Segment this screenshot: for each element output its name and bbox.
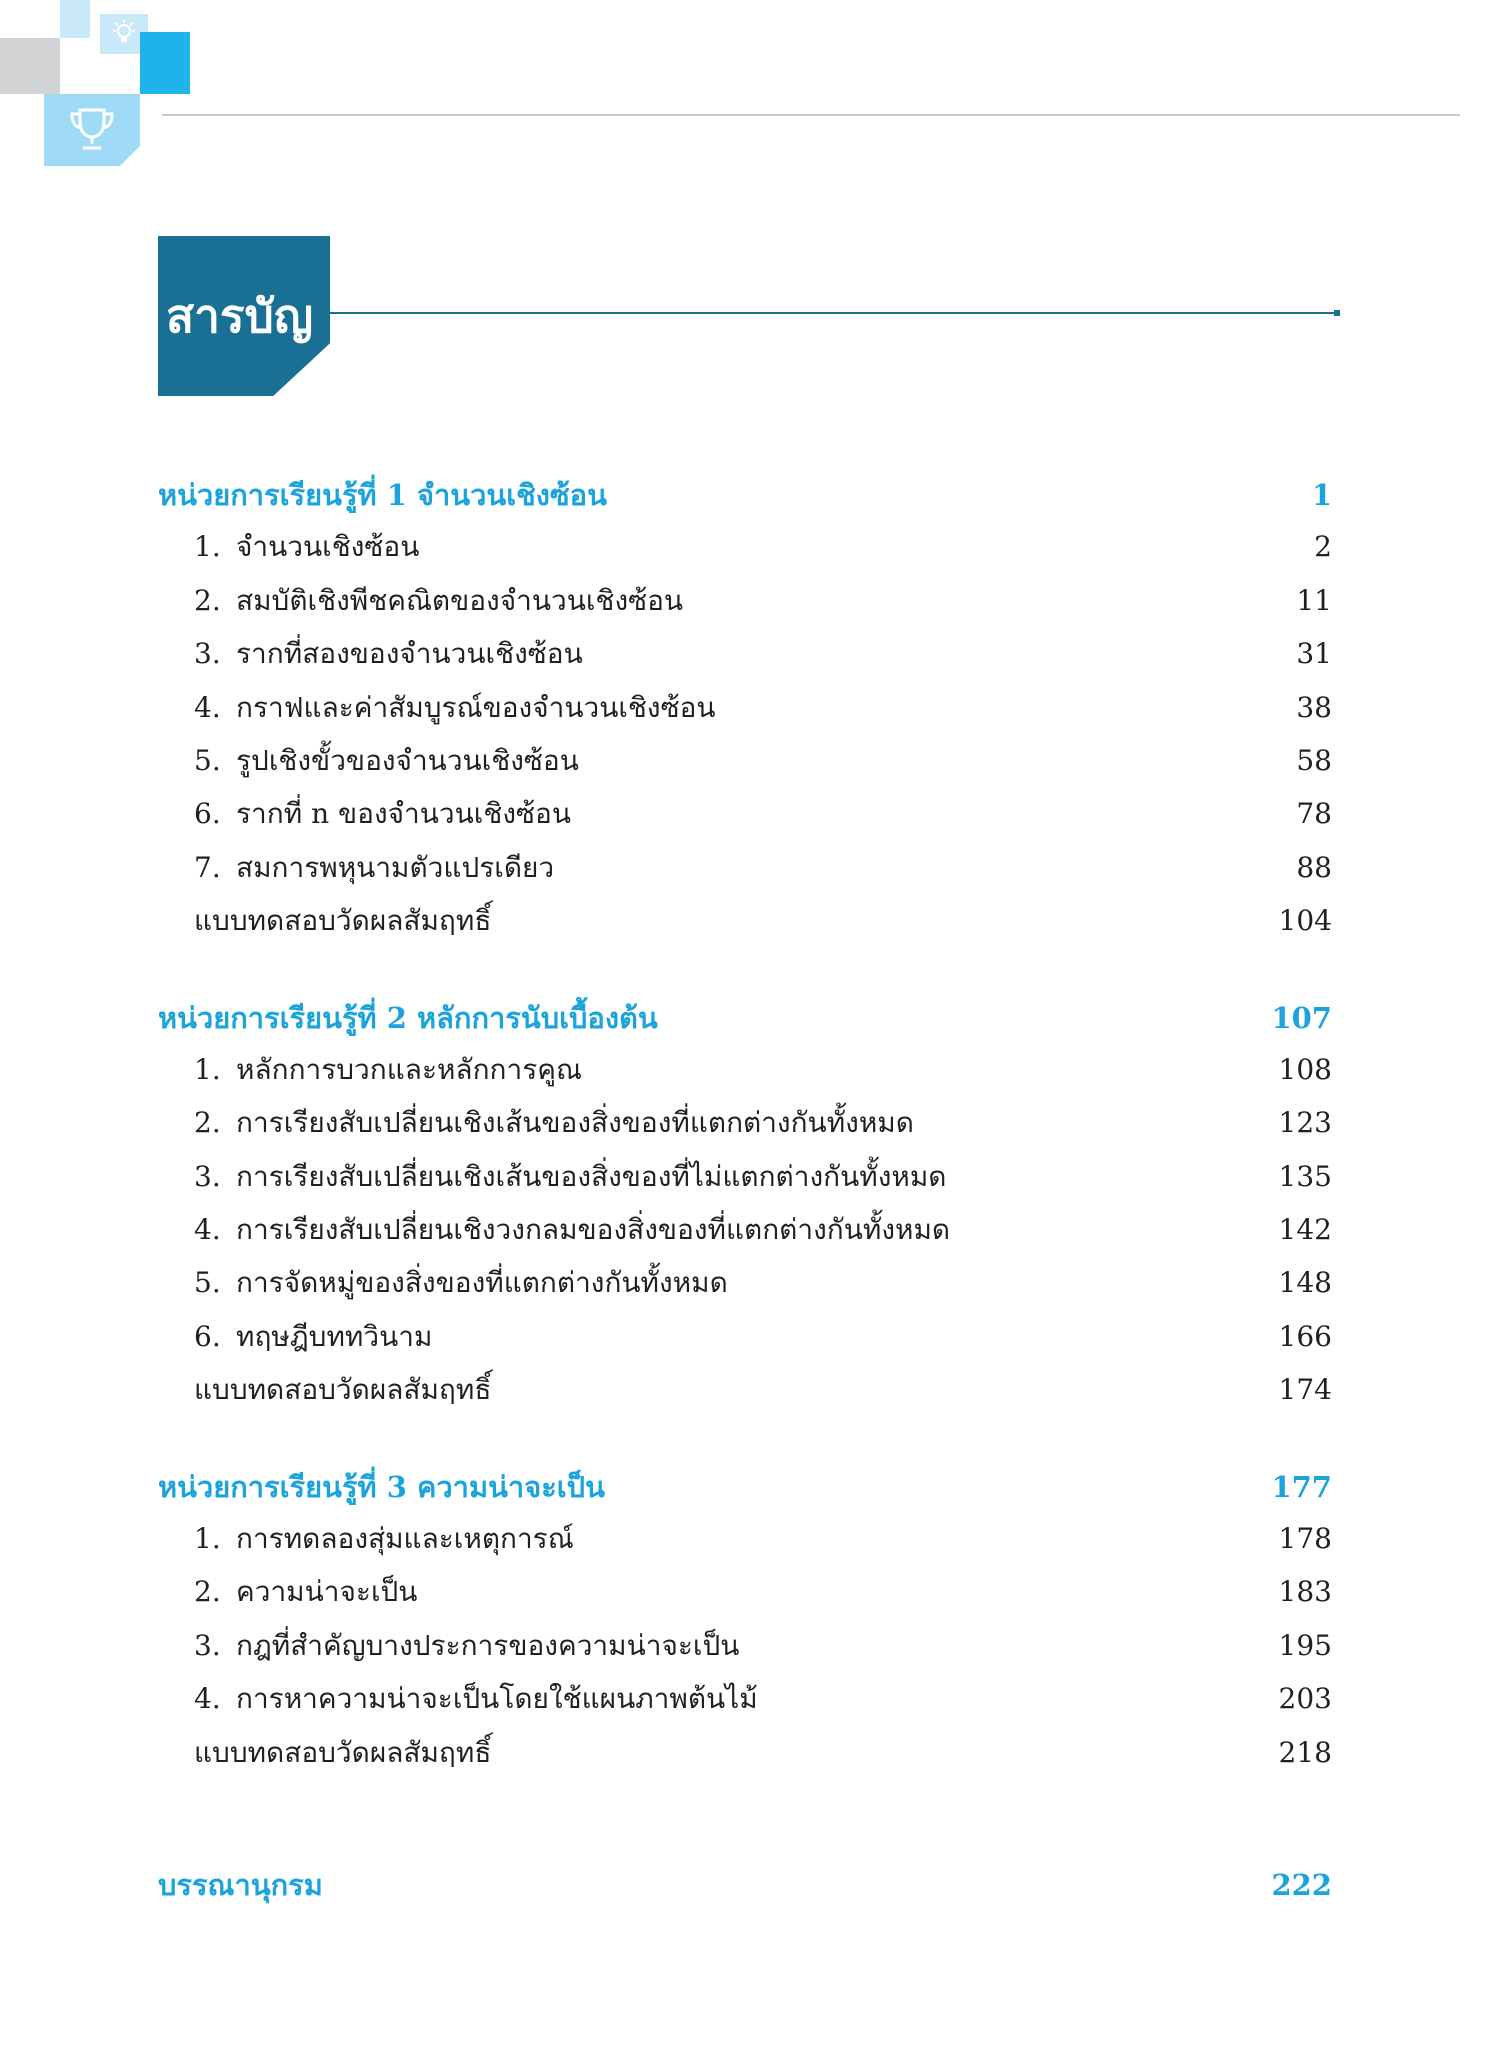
- title-rule-end-dot: [1334, 310, 1340, 316]
- toc-entry[interactable]: [158, 686, 1332, 739]
- test-label: แบบทดสอบวัดผลสัมฤทธิ์: [194, 1373, 492, 1407]
- trophy-icon: [66, 106, 118, 154]
- entry-number: 3.: [194, 637, 221, 671]
- entry-page: 203: [1278, 1682, 1332, 1716]
- entry-number: 1.: [194, 530, 221, 564]
- entry-page: 88: [1296, 850, 1332, 884]
- toc-entry[interactable]: [158, 1517, 1332, 1570]
- entry-label: ความน่าจะเป็น: [236, 1575, 418, 1609]
- bibliography-label: บรรณานุกรม: [158, 1868, 323, 1902]
- entry-number: 6.: [194, 797, 221, 831]
- entry-page: 195: [1278, 1628, 1332, 1662]
- test-page: 174: [1278, 1373, 1332, 1407]
- entry-label: กฎที่สำคัญบางประการของความน่าจะเป็น: [236, 1628, 740, 1662]
- header-rule: [162, 114, 1460, 116]
- entry-label: รากที่ n ของจำนวนเชิงซ้อน: [236, 797, 571, 831]
- entry-label: รากที่สองของจำนวนเชิงซ้อน: [236, 637, 583, 671]
- title-rule: [330, 312, 1338, 314]
- entry-number: 5.: [194, 743, 221, 777]
- entry-label: การเรียงสับเปลี่ยนเชิงวงกลมของสิ่งของที่แตกต่างกันทั้งหมด: [236, 1213, 951, 1247]
- toc-entry[interactable]: [158, 1208, 1332, 1261]
- entry-page: 123: [1278, 1106, 1332, 1140]
- toc-entry[interactable]: [158, 632, 1332, 685]
- toc-entry[interactable]: [158, 739, 1332, 792]
- toc-test-entry[interactable]: [158, 1368, 1332, 1421]
- header-decor-blue-square: [140, 32, 190, 94]
- entry-label: จำนวนเชิงซ้อน: [236, 530, 420, 564]
- table-of-contents: [158, 472, 1332, 1826]
- entry-number: 2.: [194, 583, 221, 617]
- entry-page: 38: [1296, 690, 1332, 724]
- entry-page: 11: [1296, 583, 1332, 617]
- entry-label: การเรียงสับเปลี่ยนเชิงเส้นของสิ่งของที่แตกต่างกันทั้งหมด: [236, 1106, 914, 1140]
- entry-number: 5.: [194, 1266, 221, 1300]
- entry-number: 1.: [194, 1522, 221, 1556]
- entry-label: สมการพหุนามตัวแปรเดียว: [236, 850, 555, 884]
- toc-entry[interactable]: [158, 792, 1332, 845]
- entry-number: 2.: [194, 1106, 221, 1140]
- toc-entry[interactable]: [158, 579, 1332, 632]
- unit-heading-label: หน่วยการเรียนรู้ที่ 3 ความน่าจะเป็น: [158, 1469, 605, 1504]
- unit-3-section: [158, 1464, 1332, 1784]
- test-label: แบบทดสอบวัดผลสัมฤทธิ์: [194, 1735, 492, 1769]
- entry-page: 183: [1278, 1575, 1332, 1609]
- toc-test-entry[interactable]: [158, 1731, 1332, 1784]
- unit-2-section: [158, 995, 1332, 1422]
- toc-entry[interactable]: [158, 1101, 1332, 1154]
- unit-2-heading-row[interactable]: [158, 995, 1332, 1048]
- header-decor-pale-square: [60, 0, 90, 38]
- unit-3-heading-row[interactable]: [158, 1464, 1332, 1517]
- bibliography-page: 222: [1271, 1868, 1332, 1902]
- entry-label: การเรียงสับเปลี่ยนเชิงเส้นของสิ่งของที่ไม่แตกต่างกันทั้งหมด: [236, 1159, 947, 1193]
- entry-number: 4.: [194, 690, 221, 724]
- entry-number: 1.: [194, 1052, 221, 1086]
- toc-entry[interactable]: [158, 525, 1332, 578]
- entry-number: 3.: [194, 1628, 221, 1662]
- toc-entry[interactable]: [158, 1677, 1332, 1730]
- entry-page: 31: [1296, 637, 1332, 671]
- header-decor-grey-square: [0, 38, 60, 94]
- toc-entry[interactable]: [158, 1048, 1332, 1101]
- entry-number: 3.: [194, 1159, 221, 1193]
- test-page: 104: [1278, 904, 1332, 938]
- entry-label: รูปเชิงขั้วของจำนวนเชิงซ้อน: [236, 743, 579, 777]
- entry-page: 166: [1278, 1319, 1332, 1353]
- entry-label: กราฟและค่าสัมบูรณ์ของจำนวนเชิงซ้อน: [236, 690, 716, 724]
- entry-page: 178: [1278, 1522, 1332, 1556]
- entry-label: ทฤษฎีบททวินาม: [236, 1319, 433, 1353]
- entry-page: 2: [1314, 530, 1332, 564]
- unit-heading-label: หน่วยการเรียนรู้ที่ 1 จำนวนเชิงซ้อน: [158, 478, 607, 512]
- toc-entry[interactable]: [158, 1315, 1332, 1368]
- entry-number: 2.: [194, 1575, 221, 1609]
- unit-1-heading-row[interactable]: [158, 472, 1332, 525]
- unit-heading-page: 177: [1271, 1469, 1332, 1504]
- entry-page: 58: [1296, 743, 1332, 777]
- unit-heading-label: หน่วยการเรียนรู้ที่ 2 หลักการนับเบื้องต้น: [158, 1000, 658, 1035]
- toc-entry[interactable]: [158, 1570, 1332, 1623]
- entry-page: 148: [1278, 1266, 1332, 1300]
- entry-page: 78: [1296, 797, 1332, 831]
- entry-number: 6.: [194, 1319, 221, 1353]
- entry-number: 4.: [194, 1682, 221, 1716]
- header-decor-corner-fold: [120, 146, 140, 166]
- page-title: สารบัญ: [166, 289, 314, 343]
- toc-entry[interactable]: [158, 1155, 1332, 1208]
- unit-heading-page: 107: [1271, 1000, 1332, 1035]
- unit-1-section: [158, 472, 1332, 953]
- entry-label: สมบัติเชิงพีชคณิตของจำนวนเชิงซ้อน: [236, 583, 684, 617]
- lightbulb-icon: [109, 19, 139, 49]
- entry-page: 135: [1278, 1159, 1332, 1193]
- unit-heading-page: 1: [1311, 478, 1332, 512]
- test-label: แบบทดสอบวัดผลสัมฤทธิ์: [194, 904, 492, 938]
- entry-number: 7.: [194, 850, 221, 884]
- entry-page: 108: [1278, 1052, 1332, 1086]
- toc-entry[interactable]: [158, 1261, 1332, 1314]
- toc-entry[interactable]: [158, 1624, 1332, 1677]
- test-page: 218: [1278, 1735, 1332, 1769]
- entry-number: 4.: [194, 1213, 221, 1247]
- toc-entry[interactable]: [158, 846, 1332, 899]
- entry-page: 142: [1278, 1213, 1332, 1247]
- toc-test-entry[interactable]: [158, 899, 1332, 952]
- entry-label: การหาความน่าจะเป็นโดยใช้แผนภาพต้นไม้: [236, 1682, 758, 1716]
- entry-label: การทดลองสุ่มและเหตุการณ์: [236, 1522, 574, 1556]
- entry-label: การจัดหมู่ของสิ่งของที่แตกต่างกันทั้งหมด: [236, 1266, 728, 1300]
- entry-label: หลักการบวกและหลักการคูณ: [236, 1052, 582, 1086]
- bibliography-row[interactable]: [158, 1862, 1332, 1915]
